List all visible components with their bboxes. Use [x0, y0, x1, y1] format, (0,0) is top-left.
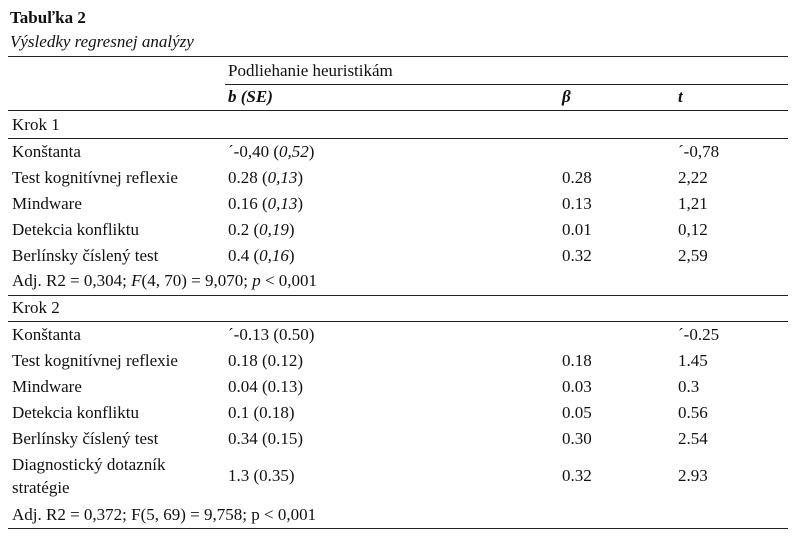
- table-row-b: ´-0,40 (0,52): [228, 142, 315, 161]
- header-t: t: [678, 87, 683, 106]
- table-row-b: 0.34 (0.15): [228, 429, 304, 448]
- rule-top: [8, 56, 788, 57]
- table-row-beta: 0.13: [562, 194, 592, 213]
- step1-fit-stats: Adj. R2 = 0,304; F(4, 70) = 9,070; p < 0,001: [12, 271, 318, 290]
- step1-label: Krok 1: [12, 115, 60, 134]
- table-row-t: 2.93: [678, 466, 708, 485]
- table-row-beta: 0.05: [562, 403, 592, 422]
- table-title: Tabuľka 2: [10, 8, 86, 27]
- rule-group: [225, 84, 788, 85]
- rule-header: [8, 110, 788, 111]
- table-row-beta: 0.30: [562, 429, 592, 448]
- table-row-name: Mindware: [12, 377, 82, 396]
- table-row-t: 1,21: [678, 194, 708, 213]
- table-row-b: 0.18 (0.12): [228, 351, 304, 370]
- table-row-beta: 0.18: [562, 351, 592, 370]
- table-row-b: 0.28 (0,13): [228, 168, 304, 187]
- table-row-t: 1.45: [678, 351, 708, 370]
- table-row-b: 0.2 (0,19): [228, 220, 295, 239]
- header-beta: β: [562, 87, 571, 106]
- table-row-b: 0.04 (0.13): [228, 377, 304, 396]
- table-row-beta: 0.32: [562, 246, 592, 265]
- table-row-t: ´-0,78: [678, 142, 720, 161]
- table-row-b: ´-0.13 (0.50): [228, 325, 315, 344]
- table-row-t: ´-0.25: [678, 325, 720, 344]
- table-row-t: 0,12: [678, 220, 708, 239]
- table-row-t: 2,22: [678, 168, 708, 187]
- table-row-name: Test kognitívnej reflexie: [12, 168, 178, 187]
- step2-fit-stats: Adj. R2 = 0,372; F(5, 69) = 9,758; p < 0,001: [12, 505, 317, 524]
- table-row-name: Detekcia konfliktu: [12, 220, 139, 239]
- table-row-beta: 0.28: [562, 168, 592, 187]
- table-subtitle: Výsledky regresnej analýzy: [10, 32, 194, 51]
- table-row-name: Konštanta: [12, 325, 81, 344]
- table-row-name: Diagnostický dotazník: [12, 455, 166, 474]
- table-row-name: Mindware: [12, 194, 82, 213]
- table-row-name: Detekcia konfliktu: [12, 403, 139, 422]
- table-row-name-cont: stratégie: [12, 478, 70, 497]
- rule-step1-end: [8, 295, 788, 296]
- rule-bottom: [8, 528, 788, 529]
- rule-step2: [8, 321, 788, 322]
- rule-step1: [8, 138, 788, 139]
- table-row-beta: 0.03: [562, 377, 592, 396]
- table-row-name: Konštanta: [12, 142, 81, 161]
- table-row-t: 0.56: [678, 403, 708, 422]
- header-group: Podliehanie heuristikám: [228, 61, 393, 80]
- table-row-name: Berlínsky číslený test: [12, 246, 159, 265]
- table-row-b: 0.1 (0.18): [228, 403, 295, 422]
- table-row-beta: 0.01: [562, 220, 592, 239]
- table-row-t: 2.54: [678, 429, 708, 448]
- table-row-beta: 0.32: [562, 466, 592, 485]
- table-row-name: Berlínsky číslený test: [12, 429, 159, 448]
- table-row-b: 0.16 (0,13): [228, 194, 304, 213]
- table-row-b: 1.3 (0.35): [228, 466, 295, 485]
- table-row-b: 0.4 (0,16): [228, 246, 295, 265]
- step2-label: Krok 2: [12, 298, 60, 317]
- table-row-t: 2,59: [678, 246, 708, 265]
- table-row-name: Test kognitívnej reflexie: [12, 351, 178, 370]
- table-row-t: 0.3: [678, 377, 700, 396]
- header-b: b (SE): [228, 87, 273, 106]
